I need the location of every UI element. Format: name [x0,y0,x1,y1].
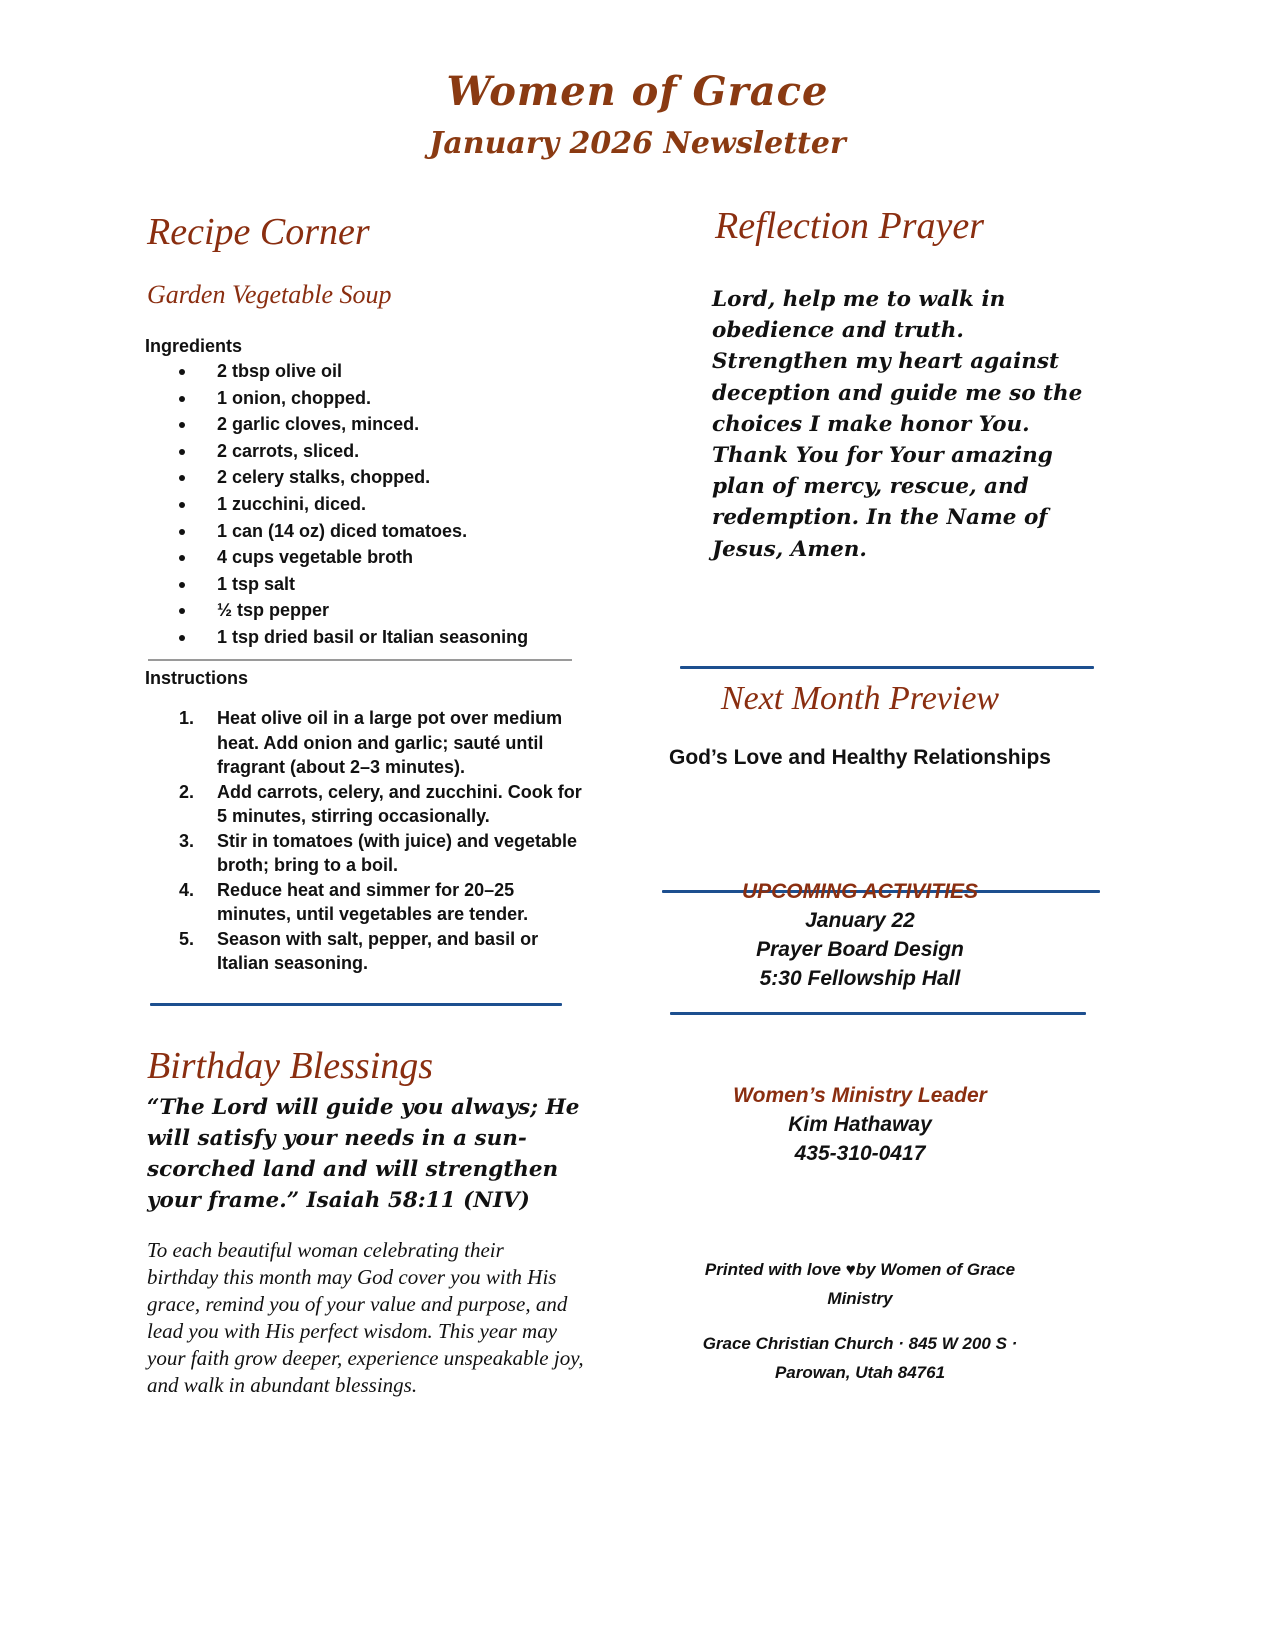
leader-phone[interactable]: 435-310-0417 [794,1142,926,1165]
upcoming-activities [630,878,1090,993]
divider [148,659,572,661]
bullet-icon [179,502,185,508]
birthday-blessings-heading: Birthday Blessings [147,1045,434,1087]
ingredient-item: 1 tsp dried basil or Italian seasoning [145,624,585,651]
activities-title: UPCOMING ACTIVITIES [741,880,979,903]
instructions-label: Instructions [145,668,249,688]
ingredients-label: Ingredients [145,336,243,356]
footer: Printed with love ♥by Women of Grace Ministry Grace Christian Church · 845 W 200 S · Parowan, Utah 84761 [640,1255,1080,1387]
bullet-icon [179,422,185,428]
next-month-preview-heading: Next Month Preview [720,680,1000,717]
ingredient-item: 2 tbsp olive oil [145,358,585,385]
instruction-step: 1. Heat olive oil in a large pot over medium heat. Add onion and garlic; sauté until fragrant (about 2–3 minutes). [179,708,563,777]
recipe-corner-heading: Recipe Corner [147,211,370,253]
instruction-step: 3. Stir in tomatoes (with juice) and vegetable broth; bring to a boil. [179,830,578,875]
bullet-icon [179,529,185,535]
birthday-verse: “The Lord will guide you always; He will satisfy your needs in a sun- scorched land and will strengthen your frame.” Isaiah 58:11 (NIV) [147,1095,580,1213]
recipe-name: Garden Vegetable Soup [147,280,392,309]
ingredient-item: 1 can (14 oz) diced tomatoes. [145,518,585,545]
activity-name: Prayer Board Design [756,938,964,961]
ingredient-item: 1 zucchini, diced. [145,491,585,518]
ingredients-list [145,358,585,651]
bullet-icon [179,369,185,375]
ministry-leader [630,1081,1090,1168]
ingredient-item: 4 cups vegetable broth [145,544,585,571]
bullet-icon [179,475,185,481]
leader-name: Kim Hathaway [788,1113,932,1136]
leader-title: Women’s Ministry Leader [733,1084,987,1107]
divider [150,1003,562,1006]
bullet-icon [179,449,185,455]
next-month-topic: God’s Love and Healthy Relationships [669,746,1051,769]
ingredient-item: 1 tsp salt [145,571,585,598]
reflection-prayer-heading: Reflection Prayer [715,205,985,247]
divider [680,666,1094,669]
instructions-list [145,706,585,976]
divider [670,1012,1086,1015]
newsletter-subtitle: January 2026 Newsletter [429,126,846,161]
instruction-step: 2. Add carrots, celery, and zucchini. Cook for 5 minutes, stirring occasionally. [179,781,582,826]
ingredient-item: 2 garlic cloves, minced. [145,411,585,438]
bullet-icon [179,396,185,402]
ingredient-item: 2 celery stalks, chopped. [145,464,585,491]
printed-with-love: Printed with love ♥by Women of Grace [640,1255,1080,1284]
activity-date: January 22 [805,909,915,932]
heart-icon: ♥ [845,1260,856,1279]
church-address: Grace Christian Church · 845 W 200 S · [702,1334,1018,1353]
bullet-icon [179,582,185,588]
bullet-icon [179,635,185,641]
instruction-step: 4. Reduce heat and simmer for 20–25 minutes, until vegetables are tender. [179,879,529,924]
instruction-step: 5. Season with salt, pepper, and basil or Italian seasoning. [179,928,539,973]
birthday-message: To each beautiful woman celebrating their birthday this month may God cover you with His grace, remind you of your value and purpose, and lead you with His perfect wisdom. This year may your faith grow deeper, experience unspeakable joy, and walk in abundant blessings. [147,1238,584,1397]
church-city: Parowan, Utah 84761 [774,1363,946,1382]
bullet-icon [179,608,185,614]
ingredient-item: ½ tsp pepper [145,597,585,624]
ingredient-item: 2 carrots, sliced. [145,438,585,465]
newsletter-title: Women of Grace [446,68,829,115]
ingredient-item: 1 onion, chopped. [145,385,585,412]
prayer-text: Lord, help me to walk in obedience and truth. Strengthen my heart against deception and guide me so the choices I make honor You. Thank You for Your amazing plan of mercy, rescue, and redemption. In the Name of Jesus, Amen. [712,287,1083,562]
bullet-icon [179,555,185,561]
activity-time-place: 5:30 Fellowship Hall [759,967,961,990]
